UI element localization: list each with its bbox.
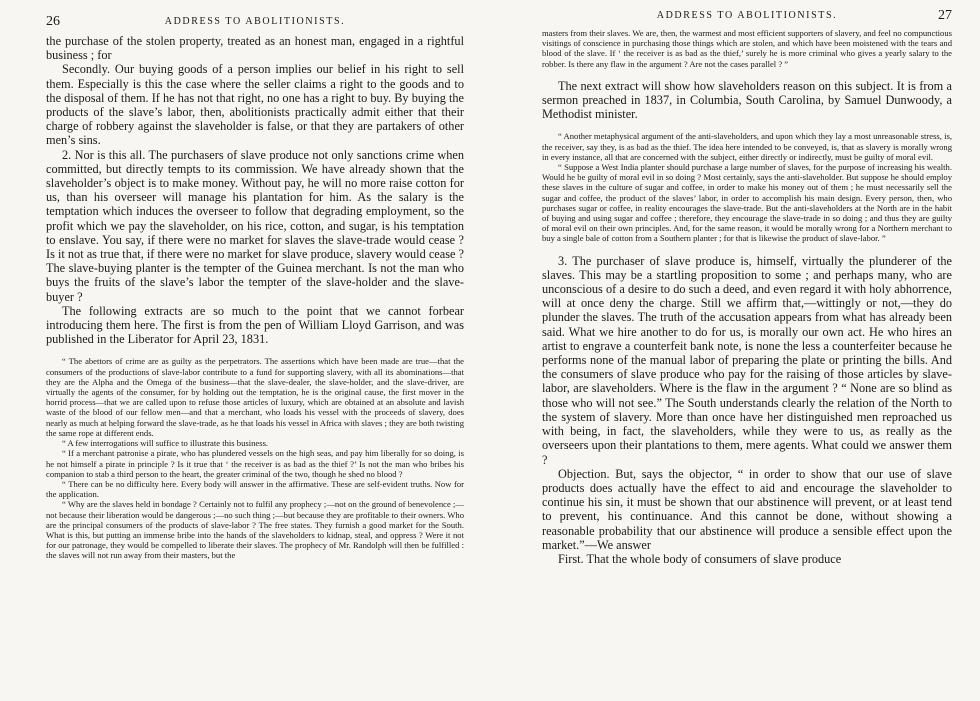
right-paragraph: 3. The purchaser of slave produce is, himself, virtually the plunderer of the slaves. This may be a startling proposition to some ; and perhaps many, who are unconscious of a desire to do such a deed, and even regard it with holy abhorrence, will at once deny the charge. Still we affirm that,—wittingly or not,—they do plunder the slaves. The truth of the accusation appears from what has already been said. What we hire another to do for us, is morally our own act. He who hires an artist to engrave a counterfeit bank note, is none the less a counterfeiter because he performs none of the manual labor of preparing the plate or printing the bills. And the consumers of slave produce who pay for the raising of those articles by slave-labor, are slaveholders. Where is the flaw in the argument ? “ None are so blind as those who will not see.” The South understands clearly the relation of the North to the system of slavery. More than once have her distinguished men reproached us with being, in fact, the slaveholders, while they were to us, as really as the overseers upon their plantations to them, mere agents. What could we answer them ? — [542, 253, 952, 467]
garrison-extract: “ If a merchant patronise a pirate, who has plundered vessels on the high seas, and pay him liberally for so doing, is he not himself a pirate in principle ? Is it true that ‘ the receiver is as bad as the thief ?’ Is not the man who bribes his companion to stab a third person to the heart, the greater criminal of the two, though he shed no blood ? — [46, 448, 464, 479]
objection-paragraph: Objection. But, says the objector, “ in order to show that our use of slave products does actually have the effect to aid and encourage the slaveholder to continue his sin, it must be shown that our abstinence will prevent, or at least tend to prevent, his continuance. And this cannot be done, without showing a reasonable probability that our abstinence will produce a sensible effect upon the market.”—We answer — [542, 466, 952, 552]
extract-continuation: masters from their slaves. We are, then, the warmest and most efficient supporters of slavery, and feel no compunctious visitings of conscience in purchasing those things which are stolen, and which have been moistened with the tears and blood of the slave. If ‘ the receiver is as bad as the thief,’ surely he is more criminal who gives a yearly salary to the robber. Is there any flaw in the argument ? Are not the cases parallel ? ” — [542, 28, 952, 69]
left-paragraph: Secondly. Our buying goods of a person implies our belief in his right to sell them. Especially is this the case where the seller claims a right to the goods and to the disposal of them. If he has not that right, no one has a right to buy. By buying the products of the slave’s labor, then, abolitionists practically admit either that their charge of robbery against the slaveholder is false, or that they are partakers of other men’s sins. — [46, 62, 464, 148]
left-page-number: 26 — [46, 14, 60, 29]
right-page — [490, 0, 980, 701]
left-page-header — [46, 14, 464, 34]
garrison-extract: “ A few interrogations will suffice to illustrate this business. — [62, 438, 269, 449]
left-paragraph: 2. Nor is this all. The purchasers of slave produce not only sanctions crime when committed, but directly tempts to its commission. We have already shown that the slaveholder’s object is to make money. Without pay, he will no more raise cotton for us, than his overseer will manage his plantation for him. As the salary is the temptation which induces the overseer to follow that degrading employment, so the profit which we pay the slaveholder, on his rice, cotton, and sugar, is his temptation to enslave. You say, if there were no market for slaves the slave-trade would cease ? Is it not as true that, if there were no market for slave produce, slavery would cease ? The slave-buying planter is the tempter of the Guinea merchant. Is not the man who buys the fruits of the slave’s labor the tempter of the slave-holder and the slave-buyer ? — [46, 147, 464, 304]
right-running-head: ADDRESS TO ABOLITIONISTS. — [656, 10, 838, 21]
first-paragraph: First. That the whole body of consumers of slave produce — [558, 551, 842, 566]
dunwoody-extract: “ Another metaphysical argument of the anti-slaveholders, and upon which they lay a most unreasonable stress, is, the receiver, say they, is as bad as the thief. The idea here intended to be conveyed, is, that as slavery is morally wrong in every instance, all that are concerned with the subject, either directly or indirectly, must be guilty of moral evil. — [542, 131, 952, 162]
left-paragraph: the purchase of the stolen property, treated as an honest man, engaged in a rightful business ; for — [46, 34, 464, 63]
garrison-extract: “ There can be no difficulty here. Every body will answer in the affirmative. These are self-evident truths. Now for the application. — [46, 478, 464, 500]
right-page-header — [542, 8, 952, 28]
right-page-number: 27 — [938, 8, 952, 23]
left-paragraph: The following extracts are so much to the point that we cannot forbear introducing them here. The first is from the pen of William Lloyd Garrison, and was published in the Liberator for April 23, 1831. — [46, 303, 464, 347]
left-running-head: ADDRESS TO ABOLITIONISTS. — [164, 16, 346, 27]
garrison-extract: “ The abettors of crime are as guilty as the perpetrators. The assertions which have been made are true—that the consumers of the productions of slave-labor contribute to a fund for supporting slavery, with all its abominations—that they are the Alpha and the Omega of the business—that the slave-dealer, the slave-holder, and the slave-driver, are virtually the agents of the consumer, for by holding out the temptation, he is the original cause, the first mover in the horrid process—that we are called upon to refuse those articles of luxury, which are obtained at an absolute and lavish waste of the blood of our fellow men—and that a merchant, who loads his vessel with the proceeds of slavery, does nearly as much at helping forward the slave-trade, as he that loads his vessel in Africa with slaves ; they are both twisting the same rope at different ends. — [46, 356, 464, 438]
garrison-extract: “ Why are the slaves held in bondage ? Certainly not to fulfil any prophecy ;—not on the ground of benevolence ;—not because their liberation would be dangerous ;—no such thing ;—but because they are profitable to their owners. Who are the principal consumers of the products of slave-labor ? The free states. They furnish a good market for the South. What is this, but putting an immense bribe into the hands of the slaveholders to kidnap, steal, and oppress ? Were it not for our patronage, they would be compelled to liberate their slaves. The prophecy of Mr. Randolph will then be fulfilled : the slaves will not run away from their masters, but the — [46, 499, 464, 561]
dunwoody-extract: “ Suppose a West India planter should purchase a large number of slaves, for the purpose of increasing his wealth. Would he be guilty of moral evil in so doing ? Most certainly, says the anti-slaveholder. But suppose he should employ these slaves in the culture of sugar and coffee, in order to make his money out of them ; he must necessarily sell the sugar and coffee, the product of the slaves’ labor, in order to accomplish his main design. Every person, then, who purchases sugar or coffee, in reality encourages the slave-trade. But the anti-slaveholders at the North are in the habit of buying and using sugar and coffee ; therefore, they encourage the slave-trade in so doing ; and thus they are guilty of moral evil on their own principles. And, for the same reason, it would be morally wrong for a Northern merchant to buy a single bale of cotton from a Southern planter ; for that is likewise the product of slave-labor. ” — [542, 162, 952, 244]
right-paragraph: The next extract will show how slaveholders reason on this subject. It is from a sermon preached in 1837, in Columbia, South Carolina, by Samuel Dunwoody, a Methodist minister. — [542, 78, 952, 122]
